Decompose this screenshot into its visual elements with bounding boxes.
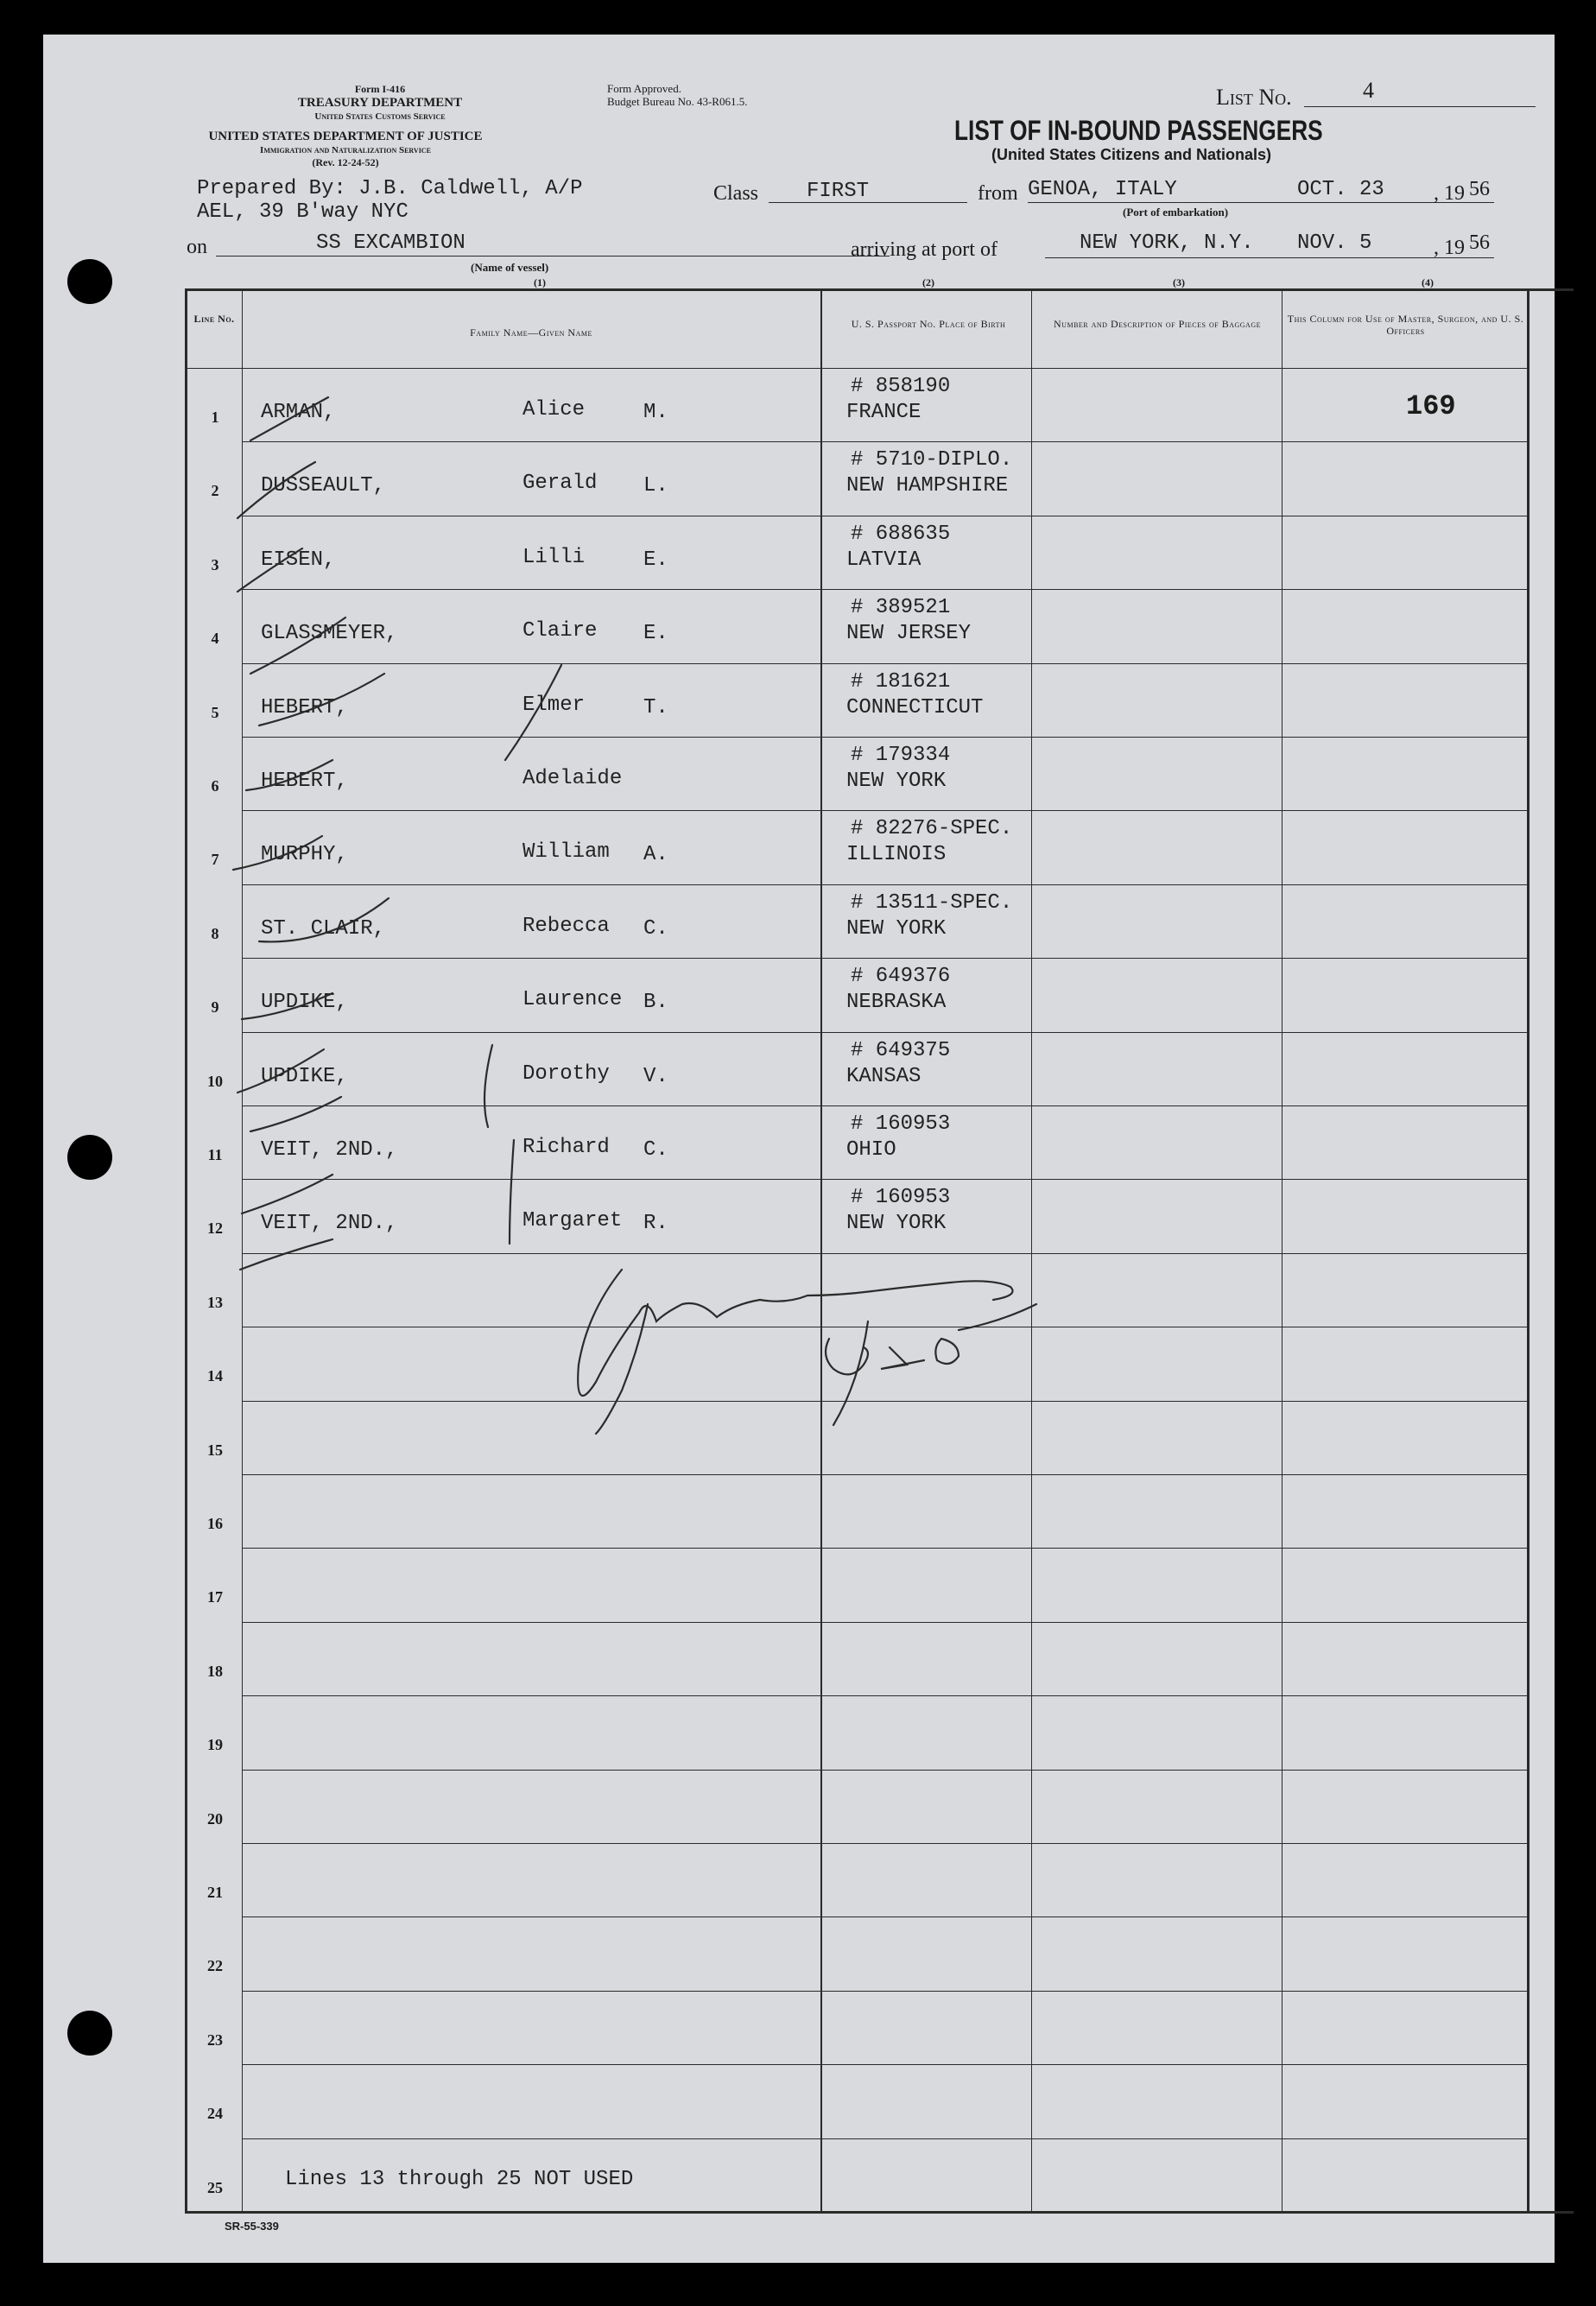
- col-header-line-no: Line No.: [193, 313, 235, 325]
- line-number: 10: [207, 1073, 223, 1090]
- arrival-date: NOV. 5: [1297, 231, 1372, 255]
- family-name: HEBERT,: [261, 770, 348, 793]
- line-number: 22: [207, 1957, 223, 1974]
- arrival-port: NEW YORK, N.Y.: [1080, 231, 1254, 255]
- middle-initial: T.: [643, 696, 668, 719]
- line-number: 17: [207, 1588, 223, 1606]
- punch-hole: [67, 2011, 112, 2056]
- middle-initial: E.: [643, 548, 668, 572]
- check-mark: [250, 1097, 341, 1131]
- check-mark: [233, 836, 322, 870]
- place-of-birth: CONNECTICUT: [846, 696, 984, 719]
- check-mark: [259, 674, 384, 725]
- line-number: 5: [211, 704, 219, 721]
- given-name: Gerald: [522, 472, 598, 495]
- line-number: 3: [211, 556, 219, 573]
- check-mark: [238, 462, 315, 518]
- middle-initial: C.: [643, 917, 668, 941]
- middle-initial: B.: [643, 991, 668, 1014]
- family-name: HEBERT,: [261, 696, 348, 719]
- col-index-3: (3): [1173, 276, 1185, 288]
- middle-initial: V.: [643, 1065, 668, 1088]
- punch-hole: [67, 1135, 112, 1180]
- signature: [935, 1339, 959, 1364]
- passport-number: # 5710-DIPLO.: [851, 448, 1013, 472]
- place-of-birth: ILLINOIS: [846, 843, 947, 866]
- passport-number: # 649375: [851, 1039, 951, 1062]
- line-number: 13: [207, 1294, 223, 1311]
- form-code: SR-55-339: [225, 2220, 279, 2233]
- check-mark: [250, 397, 328, 440]
- check-mark: [240, 1239, 332, 1270]
- passport-number: # 160953: [851, 1186, 951, 1209]
- middle-initial: C.: [643, 1138, 668, 1162]
- signature: [881, 1347, 924, 1369]
- line-number: 24: [207, 2105, 223, 2122]
- place-of-birth: OHIO: [846, 1138, 896, 1162]
- passport-number: # 181621: [851, 670, 951, 694]
- family-name: EISEN,: [261, 548, 336, 572]
- line-number: 21: [207, 1884, 223, 1901]
- family-name: UPDIKE,: [261, 991, 348, 1014]
- justice-department: UNITED STATES DEPARTMENT OF JUSTICE: [208, 130, 483, 143]
- form-approved: Form Approved.: [607, 82, 681, 95]
- given-name: William: [522, 840, 610, 864]
- col-header-baggage: Number and Description of Pieces of Baggage: [1054, 318, 1261, 330]
- place-of-birth: NEW JERSEY: [846, 622, 972, 645]
- col-index-4: (4): [1422, 276, 1434, 288]
- port-embark-caption: (Port of embarkation): [1123, 206, 1229, 219]
- check-mark: [510, 1140, 514, 1244]
- passport-number: # 389521: [851, 596, 951, 619]
- given-name: Adelaide: [522, 767, 623, 790]
- line-number: 12: [207, 1220, 223, 1237]
- check-mark: [238, 1049, 324, 1093]
- departure-date: OCT. 23: [1297, 178, 1384, 201]
- given-name: Alice: [522, 398, 586, 421]
- given-name: Richard: [522, 1136, 610, 1159]
- footer-note: Lines 13 through 25 NOT USED: [285, 2168, 634, 2191]
- middle-initial: A.: [643, 843, 668, 866]
- line-number: 1: [211, 409, 219, 426]
- arrival-year-prefix: , 19: [1434, 237, 1465, 259]
- handwriting-overlay: [43, 35, 1555, 2263]
- document-sheet: [43, 35, 1555, 2263]
- line-number: 7: [211, 851, 219, 868]
- treasury-department: TREASURY DEPARTMENT: [297, 96, 463, 110]
- line-number: 8: [211, 925, 219, 942]
- vessel-caption: (Name of vessel): [471, 261, 549, 274]
- check-mark: [505, 665, 561, 760]
- given-name: Margaret: [522, 1209, 623, 1232]
- place-of-birth: KANSAS: [846, 1065, 922, 1088]
- line-number: 20: [207, 1810, 223, 1828]
- passport-number: # 858190: [851, 375, 951, 398]
- middle-initial: R.: [643, 1212, 668, 1235]
- given-name: Claire: [522, 619, 598, 643]
- class-value: FIRST: [807, 180, 870, 203]
- line-number: 25: [207, 2179, 223, 2196]
- col-index-2: (2): [922, 276, 934, 288]
- place-of-birth: LATVIA: [846, 548, 922, 572]
- given-name: Laurence: [522, 988, 623, 1011]
- line-number: 23: [207, 2031, 223, 2049]
- signature: [959, 1304, 1036, 1330]
- from-value: GENOA, ITALY: [1028, 178, 1177, 201]
- line-number: 4: [211, 630, 219, 647]
- middle-initial: M.: [643, 401, 668, 424]
- list-subtitle: (United States Citizens and Nationals): [991, 146, 1272, 163]
- line-number: 19: [207, 1736, 223, 1753]
- passport-number: # 179334: [851, 744, 951, 767]
- list-no-label: List No.: [1216, 85, 1292, 110]
- place-of-birth: NEW YORK: [846, 1212, 947, 1235]
- passport-number: # 688635: [851, 523, 951, 546]
- arriving-label: arriving at port of: [851, 238, 998, 261]
- place-of-birth: NEW HAMPSHIRE: [846, 474, 1009, 497]
- ins-service: Immigration and Naturalization Service: [260, 145, 431, 155]
- check-mark: [484, 1045, 492, 1127]
- list-no-value: 4: [1363, 78, 1374, 103]
- line-number: 6: [211, 777, 219, 795]
- family-name: MURPHY,: [261, 843, 348, 866]
- place-of-birth: FRANCE: [846, 401, 922, 424]
- signature: [578, 1270, 1012, 1396]
- passport-number: # 160953: [851, 1112, 951, 1136]
- prepared-by: Prepared By: J.B. Caldwell, A/P: [197, 177, 583, 200]
- line-number: 18: [207, 1663, 223, 1680]
- given-name: Rebecca: [522, 915, 610, 938]
- middle-initial: E.: [643, 622, 668, 645]
- class-label: Class: [713, 182, 759, 205]
- given-name: Dorothy: [522, 1062, 610, 1086]
- family-name: VEIT, 2ND.,: [261, 1138, 398, 1162]
- from-label: from: [978, 182, 1018, 205]
- middle-initial: L.: [643, 474, 668, 497]
- place-of-birth: NEBRASKA: [846, 991, 947, 1014]
- line-number: 11: [207, 1146, 223, 1163]
- departure-year-prefix: , 19: [1434, 182, 1465, 205]
- passport-number: # 13511-SPEC.: [851, 891, 1013, 915]
- family-name: ARMAN,: [261, 401, 336, 424]
- line-number: 15: [207, 1441, 223, 1459]
- departure-year: 56: [1469, 178, 1490, 200]
- given-name: Lilli: [522, 546, 586, 569]
- family-name: VEIT, 2ND.,: [261, 1212, 398, 1235]
- revision-date: (Rev. 12-24-52): [312, 156, 379, 168]
- check-mark: [238, 548, 302, 592]
- passport-number: # 649376: [851, 965, 951, 988]
- budget-bureau: Budget Bureau No. 43-R061.5.: [607, 95, 748, 108]
- check-mark: [259, 898, 389, 941]
- family-name: UPDIKE,: [261, 1065, 348, 1088]
- family-name: DUSSEAULT,: [261, 474, 386, 497]
- check-mark: [250, 618, 345, 674]
- check-mark: [246, 760, 332, 790]
- list-title: LIST OF IN-BOUND PASSENGERS: [954, 115, 1323, 146]
- passport-number: # 82276-SPEC.: [851, 817, 1013, 840]
- check-mark: [242, 993, 332, 1019]
- vessel-name: SS EXCAMBION: [316, 231, 466, 255]
- place-of-birth: NEW YORK: [846, 770, 947, 793]
- on-label: on: [187, 236, 207, 258]
- line-number: 16: [207, 1515, 223, 1532]
- arrival-year: 56: [1469, 231, 1490, 254]
- family-name: GLASSMEYER,: [261, 622, 398, 645]
- col-index-1: (1): [534, 276, 546, 288]
- col-header-passport: U. S. Passport No. Place of Birth: [851, 318, 1006, 330]
- customs-service: United States Customs Service: [314, 111, 446, 122]
- col-header-name: Family Name—Given Name: [470, 326, 592, 339]
- given-name: Elmer: [522, 694, 586, 717]
- line-number: 9: [211, 998, 219, 1016]
- line-number: 2: [211, 482, 219, 499]
- line-number: 14: [207, 1367, 223, 1384]
- family-name: ST. CLAIR,: [261, 917, 386, 941]
- check-mark: [242, 1175, 332, 1213]
- col-header-officers: This Column for Use of Master, Surgeon, and U. S. Officers: [1287, 313, 1524, 337]
- place-of-birth: NEW YORK: [846, 917, 947, 941]
- officer-note: 169: [1406, 390, 1456, 422]
- prepared-address: AEL, 39 B'way NYC: [197, 200, 408, 224]
- punch-hole: [67, 259, 112, 304]
- form-number: Form I-416: [354, 83, 406, 95]
